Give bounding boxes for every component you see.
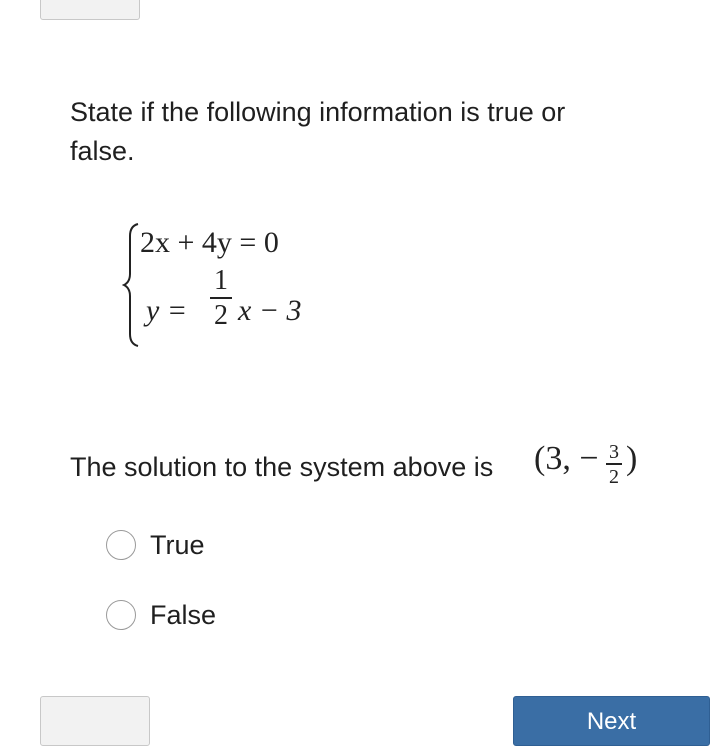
left-brace-icon bbox=[122, 222, 142, 348]
option-true-label[interactable]: True bbox=[150, 530, 205, 560]
option-true[interactable] bbox=[106, 529, 205, 561]
radio-true[interactable] bbox=[106, 530, 136, 560]
equation-2-fraction bbox=[210, 266, 232, 331]
solution-fraction bbox=[606, 442, 622, 487]
equation-system bbox=[122, 222, 362, 358]
fraction-bar bbox=[210, 297, 232, 299]
option-false-label[interactable]: False bbox=[150, 600, 217, 630]
previous-button-top[interactable] bbox=[40, 0, 140, 20]
option-false[interactable] bbox=[106, 599, 216, 631]
solution-close: ) bbox=[626, 440, 638, 477]
previous-button[interactable] bbox=[40, 696, 150, 746]
fraction-denominator: 2 bbox=[214, 300, 228, 331]
equation-1: 2x + 4y = 0 bbox=[140, 226, 279, 259]
solution-statement: The solution to the system above is bbox=[70, 452, 494, 482]
fraction-numerator: 1 bbox=[214, 265, 228, 296]
solution-fraction-denominator: 2 bbox=[609, 465, 619, 488]
solution-fraction-numerator: 3 bbox=[609, 441, 619, 463]
equation-2-rhs: x − 3 bbox=[238, 294, 302, 327]
next-button[interactable]: Next bbox=[513, 696, 710, 746]
solution-fraction-bar bbox=[606, 463, 622, 465]
equation-2-lhs: y = bbox=[146, 294, 188, 327]
solution-open: (3, − bbox=[534, 440, 599, 477]
question-prompt: State if the following information is true or false. bbox=[70, 97, 566, 166]
radio-false[interactable] bbox=[106, 600, 136, 630]
